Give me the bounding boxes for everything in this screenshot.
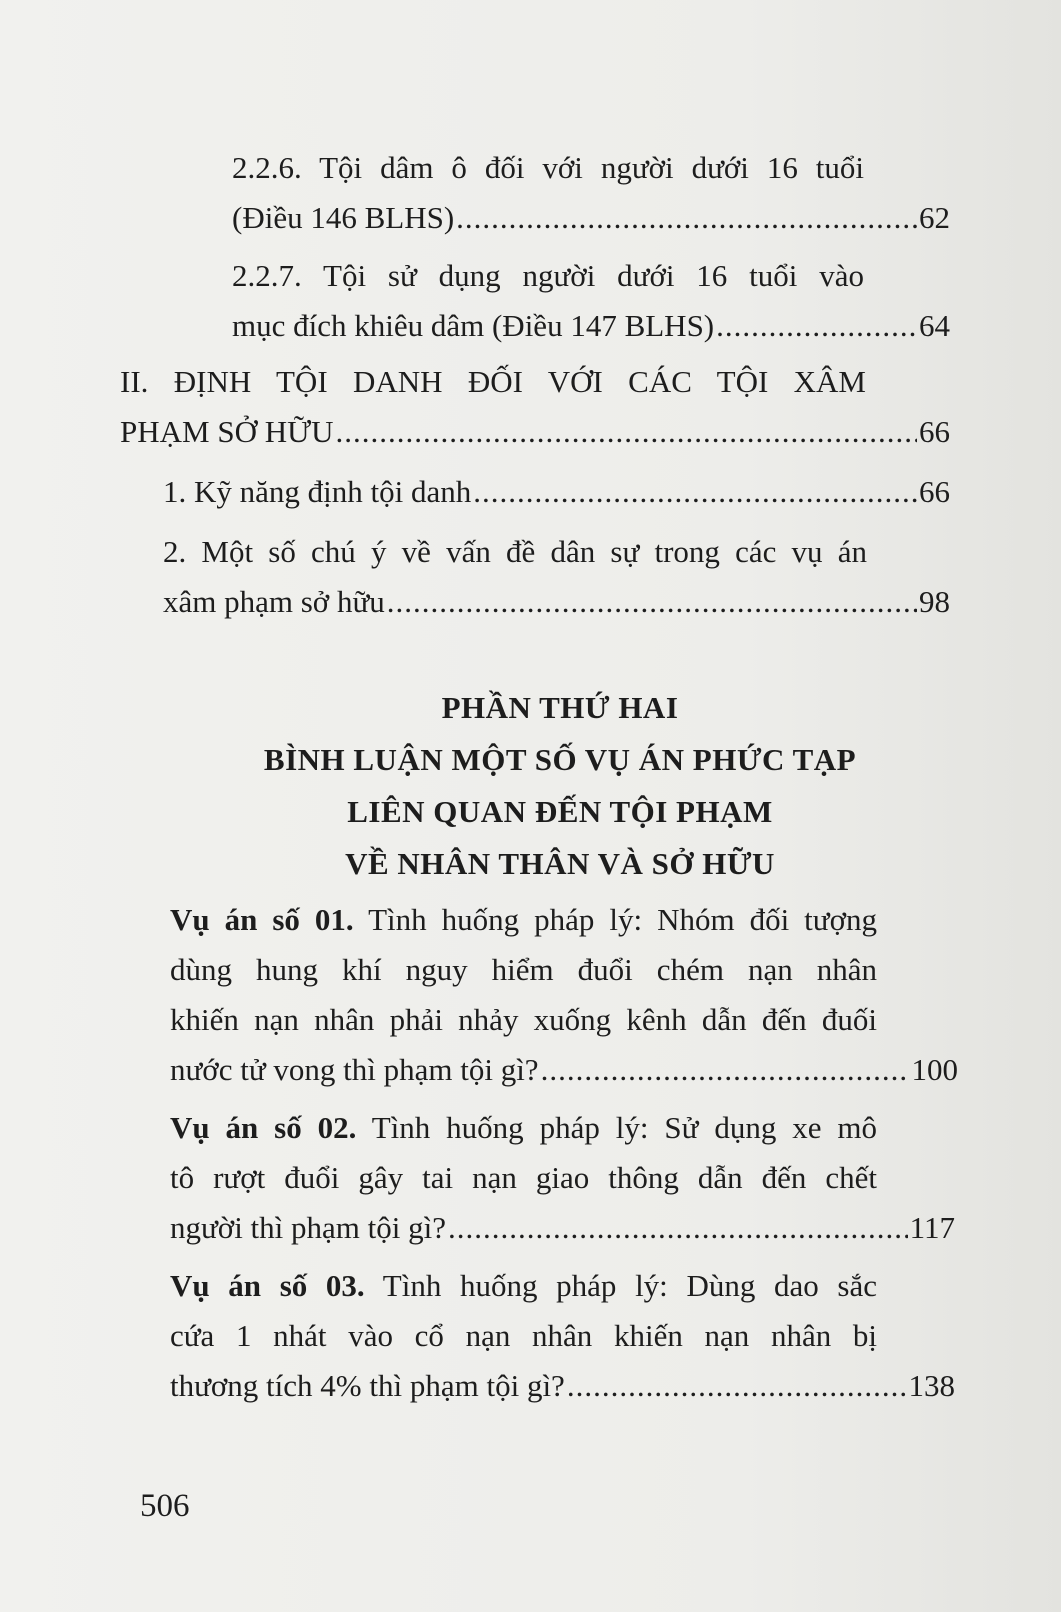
toc-entry-2-2-6-line1: 2.2.6. Tội dâm ô đối với người dưới 16 tuổi [232,150,864,185]
case-02-line1 [170,1110,877,1146]
toc-section-ii-line2 [120,414,950,450]
case-01-line1 [170,902,877,938]
case-03-line1 [170,1268,877,1304]
part-heading-line3: LIÊN QUAN ĐẾN TỘI PHẠM [347,794,773,829]
toc-page-number: 66 [919,474,950,509]
case-02-line2: tô rượt đuổi gây tai nạn giao thông dẫn đến chết [170,1160,877,1195]
toc-page-number: 117 [909,1210,955,1245]
leader-dots [541,1052,910,1088]
toc-entry-2-2-7-line2 [232,308,950,344]
case-text: Tình huống pháp lý: Dùng dao sắc [364,1268,878,1303]
toc-entry-2-line1: 2. Một số chú ý về vấn đề dân sự trong các vụ án [163,534,867,569]
leader-dots [336,414,917,450]
case-text: người thì phạm tội gì? [170,1210,447,1245]
leader-dots [716,308,917,344]
toc-page-number: 62 [919,200,950,235]
toc-entry-text: xâm phạm sở hữu [163,584,385,619]
toc-entry-2-line2 [163,584,950,620]
part-heading-line4: VỀ NHÂN THÂN VÀ SỞ HỮU [345,846,775,881]
toc-entry-text: PHẠM SỞ HỮU [120,414,334,449]
toc-section-ii-line1: II. ĐỊNH TỘI DANH ĐỐI VỚI CÁC TỘI XÂM [120,364,866,399]
toc-page-number: 100 [911,1052,958,1087]
toc-page-number: 66 [919,414,950,449]
toc-entry-text: mục đích khiêu dâm (Điều 147 BLHS) [232,308,715,343]
toc-entry-text: 1. Kỹ năng định tội danh [163,474,472,509]
case-text: Tình huống pháp lý: Sử dụng xe mô [356,1110,877,1145]
case-03-line3 [170,1368,955,1404]
case-label: Vụ án số 02. [170,1110,357,1145]
part-heading-line1: PHẦN THỨ HAI [441,690,679,725]
case-02-line3 [170,1210,955,1246]
leader-dots [456,200,917,236]
leader-dots [473,474,917,510]
toc-page-number: 138 [908,1368,955,1403]
toc-entry-1 [163,474,950,510]
case-01-line4 [170,1052,958,1088]
case-label: Vụ án số 01. [170,902,354,937]
case-text: thương tích 4% thì phạm tội gì? [170,1368,565,1403]
leader-dots [567,1368,907,1404]
leader-dots [387,584,917,620]
case-text: Tình huống pháp lý: Nhóm đối tượng [353,902,877,937]
part-heading-line2: BÌNH LUẬN MỘT SỐ VỤ ÁN PHỨC TẠP [263,742,857,777]
leader-dots [448,1210,908,1246]
case-text: nước tử vong thì phạm tội gì? [170,1052,539,1087]
toc-page-number: 64 [919,308,950,343]
case-01-line2: dùng hung khí nguy hiểm đuổi chém nạn nhân [170,952,877,987]
page-number: 506 [140,1488,190,1524]
case-03-line2: cứa 1 nhát vào cổ nạn nhân khiến nạn nhân bị [170,1318,877,1353]
toc-entry-text: (Điều 146 BLHS) [232,200,455,235]
toc-entry-2-2-6-line2 [232,200,950,236]
toc-page-number: 98 [919,584,950,619]
case-label: Vụ án số 03. [170,1268,365,1303]
case-01-line3: khiến nạn nhân phải nhảy xuống kênh dẫn đến đuối [170,1002,877,1037]
toc-entry-2-2-7-line1: 2.2.7. Tội sử dụng người dưới 16 tuổi vào [232,258,864,293]
